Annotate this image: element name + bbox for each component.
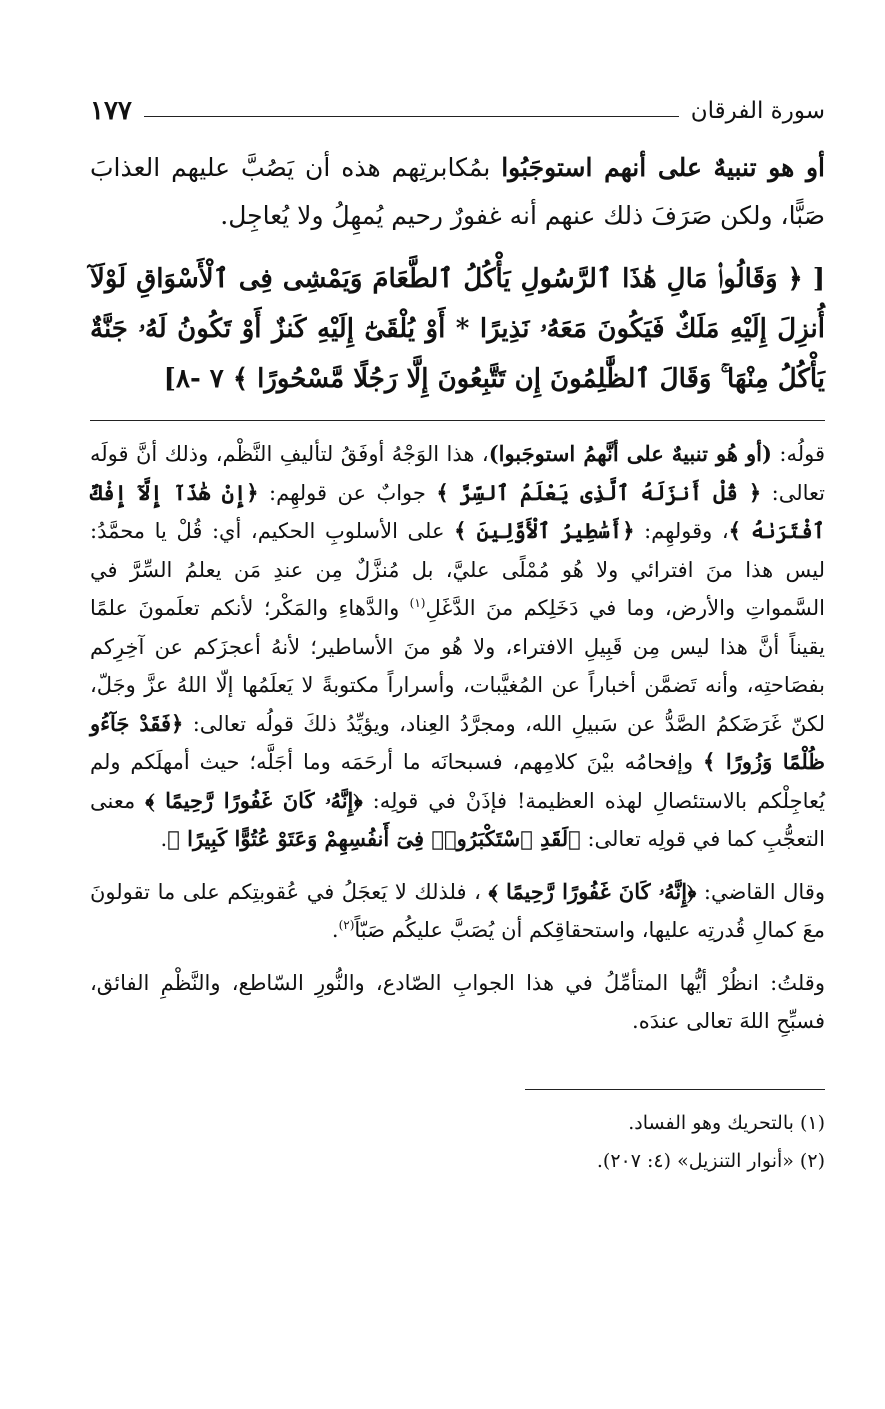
commentary-text: على الأسلوبِ الحكيم، أي: قُلْ يا محمَّدُ: ليس هذا منَ افترائي ولا هُو مُمْلًى عليَّ، بل مُنزَّلٌ مِن عندِ مَن يعلمُ السِّرَّ في السَّمواتِ والأرض، وما في دَخَلِكم منَ الدَّغَلِ: [90, 519, 826, 620]
quran-quote: ﴿فَقَدْ جَآءُو ظُلْمًا وَزُورًا ﴾: [90, 710, 826, 774]
commentary-paragraph-3: وقلتُ: انظُرْ أيُّها المتأمِّلُ في هذا الجوابِ الصّادع، والنُّورِ السّاطع، والنَّظْمِ الفائق، فسبِّحِ اللهَ تعالى عندَه.: [90, 970, 825, 1033]
intro-lead: أو هو تنبيهٌ على أنهم استوجَبُوا: [501, 153, 825, 182]
quran-quote: ﴿إِنْ هَٰذَآ إِلَّآ إِفْكٌ ٱفْتَرَىٰهُ ﴾: [90, 479, 825, 543]
commentary-text: معنى التعجُّبِ كما في قولِه تعالى:: [90, 788, 825, 851]
page-header: [90, 88, 825, 134]
commentary-quoted-phrase: (أو هُو تنبيهٌ على أنَّهمُ استوجَبوا): [488, 441, 772, 466]
commentary-text: وقال القاضي:: [696, 879, 826, 904]
quran-quote: ﴿لَقَدِ ٱسْتَكْبَرُوا۟ فِىٓ أَنفُسِهِمْ وَعَتَوْ عُتُوًّا كَبِيرًا ﴾: [167, 826, 581, 851]
footnote-2: (٢) «أنوار التنزيل» (٤: ٢٠٧).: [596, 1149, 825, 1172]
commentary-paragraph-1: [90, 435, 825, 859]
section-divider: [90, 420, 825, 421]
commentary-text: ، فلذلك لا يَعجَلُ في عُقوبتِكم على ما تقولونَ معَ كمالِ قُدرتِه عليها، واستحقاقِكم أن يُصَبَّ عليكُم صَبّاً: [90, 879, 825, 942]
footnote-1: (١) بالتحريك وهو الفساد.: [628, 1111, 825, 1134]
surah-title: سورة الفرقان: [690, 98, 825, 124]
commentary-text: ، هذا الوَجْهُ أوفَقُ لتأليفِ النَّظْم، وذلك أنَّ قولَه تعالى:: [90, 442, 826, 505]
quran-quote: ﴿إِنَّهُۥ كَانَ غَفُورًا رَّحِيمًا ﴾: [145, 787, 363, 813]
quran-quote: ﴿إِنَّهُۥ كَانَ غَفُورًا رَّحِيمًا ﴾: [488, 878, 697, 904]
commentary-lead: قولُه:: [771, 442, 825, 466]
commentary-text: وإفحامُه بيْنَ كلامِهم، فسبحانَه ما أرحَمَه وما أجَلَّه؛ حيث أمهلَكم ولم يُعاجِلْكم بالاستئصالِ لهذه العظيمة! فإذَنْ في قولِه:: [90, 750, 825, 813]
intro-paragraph: [90, 144, 825, 240]
footnote-marker-1: (١): [409, 596, 426, 610]
commentary-text: والدَّهاءِ والمَكْر؛ لأنكم تعلَمونَ علمًا يقيناً أنَّ هذا ليس مِن قَبِيلِ الافتراء، ولا هُو منَ الأساطير؛ لأنهُ أعجزَكم عن آخِرِكم بفصَاحتِه، وأنه تَضمَّن أخباراً عن المُغيَّبات، وأسراراً مكتوبةً لا يَعلَمُها إلّا اللهُ عزَّ وجَلّ، لكنّ غَرَضَكمُ الصَّدُّ عن سَبيلِ الله، ومجرَّدُ العِناد، ويؤيِّدُ ذلكَ قولُه تعالى:: [90, 596, 825, 736]
verse-reference: ٧ -٨]: [163, 364, 224, 394]
document-page: [90, 88, 825, 1180]
footnote-divider: [525, 1089, 825, 1090]
verse-text: [ ﴿ وَقَالُوا۟ مَالِ هَٰذَا ٱلرَّسُولِ يَأْكُلُ ٱلطَّعَامَ وَيَمْشِى فِى ٱلْأَسْوَاقِ لَوْلَآ أُنزِلَ إِلَيْهِ مَلَكٌ فَيَكُونَ مَعَهُۥ نَذِيرًا * أَوْ يُلْقَىٰٓ إِلَيْهِ كَنزٌ أَوْ تَكُونُ لَهُۥ جَنَّةٌ يَأْكُلُ مِنْهَا ۚ وَقَالَ ٱلظَّٰلِمُونَ إِن تَتَّبِعُونَ إِلَّا رَجُلًا مَّسْحُورًا ﴾: [90, 264, 825, 394]
quran-verse-block: [90, 254, 825, 404]
commentary-text: جوابٌ عن قولهِم:: [258, 480, 437, 505]
commentary-text: ، وقولهِم:: [634, 519, 729, 543]
quran-quote: ﴿أَسَٰطِيرُ ٱلْأَوَّلِينَ ﴾: [454, 518, 635, 543]
quran-quote: ﴿ قُلْ أَنزَلَهُ ٱلَّذِى يَعْلَمُ ٱلسِّرَّ ﴾: [436, 479, 762, 505]
footnote-marker-2: (٢): [338, 918, 355, 932]
commentary-paragraph-2: [90, 873, 825, 950]
header-rule: [144, 116, 679, 117]
intro-rest: بمُكابرتِهم هذه أن يَصُبَّ عليهم العذابَ صَبًّا، ولكن صَرَفَ ذلك عنهم أنه غفورٌ رحيم يُمهِلُ ولا يُعاجِل.: [90, 153, 825, 230]
page-number: ١٧٧: [90, 96, 132, 126]
commentary-text: .: [160, 827, 168, 851]
commentary-text: .: [331, 918, 339, 942]
